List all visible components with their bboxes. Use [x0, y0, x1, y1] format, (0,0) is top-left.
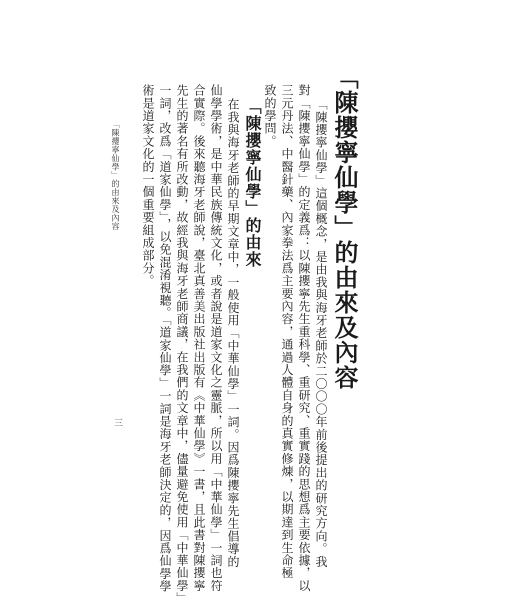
body-column-2: 對「陳攖寧仙學」的定義爲：以陳攖寧先生重科學、重研究、重實踐的思想爲主要依據，以	[297, 84, 311, 592]
body-column-7: 合實際。後來聽海牙老師說，臺北真善美出版社出版有《中華仙學》一書，且此書對陳攖寧	[192, 84, 206, 592]
body-column-9: 一詞，改爲「道家仙學」，以免混淆視聽。「道家仙學」一詞是海牙老師決定的，因爲仙學學	[158, 84, 172, 593]
body-column-3: 三元丹法、中醫針藥、內家拳法爲主要內容，通過人體自身的真實修煉，以期達到生命極	[280, 84, 294, 580]
body-column-5: 在我與海牙老師的早期文章中，一般使用「中華仙學」一詞。因爲陳攖寧先生倡導的	[226, 98, 240, 568]
body-column-1: 「陳攖寧仙學」這個概念，是由我與海牙老師於二〇〇〇年前後提出的研究方向。我	[314, 98, 328, 568]
page-number: 三	[112, 418, 122, 427]
running-head: 「陳攖寧仙學」的由來及內容	[111, 120, 120, 231]
chapter-title: 「陳攖寧仙學」的由來及內容	[330, 65, 359, 390]
body-column-4: 致的學問。	[263, 84, 277, 148]
body-column-8: 先生的著名有所改動，故經我與海牙老師商議，在我們的文章中，儘量避免使用「中華仙學」	[175, 84, 189, 605]
section-title: 「陳攖寧仙學」的由來	[243, 98, 262, 268]
body-column-6: 仙學學術，是中華民族傳統文化，或者說是道家文化之靈脈，所以用「中華仙學」一詞也符	[209, 84, 223, 592]
body-column-10: 術是道家文化的一個重要組成部分。	[141, 84, 155, 288]
